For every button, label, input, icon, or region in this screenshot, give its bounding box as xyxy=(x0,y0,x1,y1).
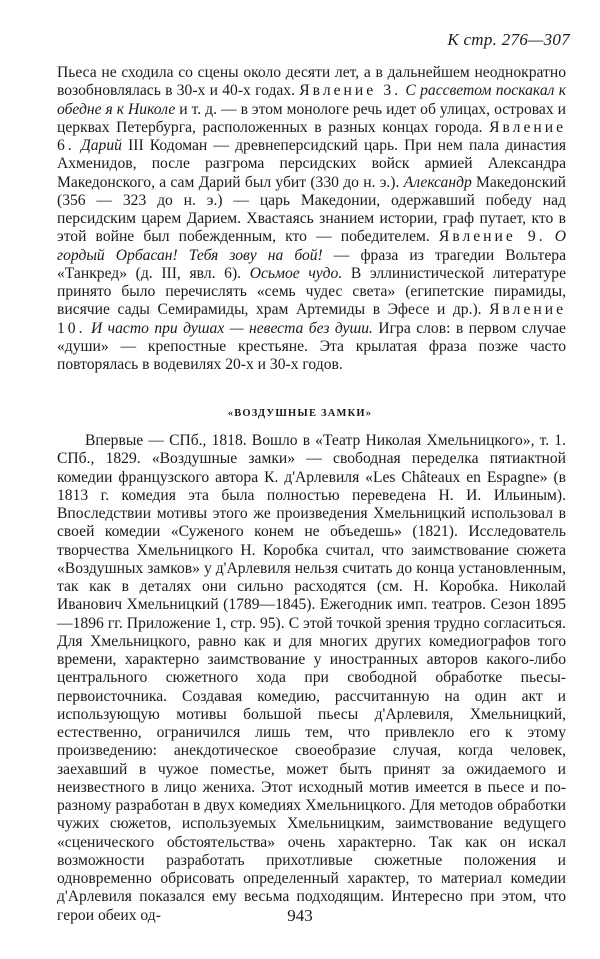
text-run xyxy=(546,228,555,245)
page-number: 943 xyxy=(287,906,313,925)
italic-term: Осьмое чудо. xyxy=(249,264,343,282)
text-run: и т. д. — в этом монологе речь идет об улицах, островах и церквах Петербурга, расположенных в разных концах города. xyxy=(57,100,566,136)
commentary-section-1 xyxy=(57,64,566,374)
running-head: К стр. 276—307 xyxy=(447,30,570,49)
italic-term: И часто при душах — невеста без души. xyxy=(90,319,373,337)
scene-marker: Явление 10. xyxy=(57,301,566,337)
text-run: Македонский (356 — 323 до н. э.) — царь Македонии, одержавший победу над персидским царем Дарием. Хвастаясь знанием истории, граф путает, кто в этой войне был побежденным, кто — победителем. xyxy=(57,173,566,246)
commentary-paragraph xyxy=(57,64,566,374)
italic-term: Дарий xyxy=(80,137,122,154)
text-run: Игра слов: в первом случае «души» — крепостные крестьяне. Эта крылатая фраза позже часто повторялась в водевилях 20-х и 30-х годов. xyxy=(57,319,566,373)
scene-marker: Явление 3. xyxy=(299,82,402,100)
scene-marker: Явление 9. xyxy=(438,228,546,246)
text-run: Пьеса не сходила со сцены около десяти лет, а в дальнейшем неоднократно возобновлялась в 30-х и 40-х годах. xyxy=(57,64,566,100)
italic-term: С рассветом поскакал к обедне я к Николе xyxy=(57,82,567,118)
text-run: Впервые — СПб., 1818. Вошло в «Театр Николая Хмельницкого», т. 1. СПб., 1829. «Воздушные замки» — свободная переделка пятиактной комедии французского автора К. д'Арлевиля «Les Châteaux en Espagne» (в 1813 г. комедия эта была полностью переведена Н. И. Ильиным). Впоследствии мотивы этого же произведения Хмельницкий использовал в своей комедии «Суженого конем не объедешь» (1821). Исследователь творчества Хмельницкого Н. Коробка считал, что заимствование сюжета «Воздушных замков» у д'Арлевиля нельзя считать до конца установленным, так как в деталях они сильно расходятся (см. Н. Коробка. Николай Иванович Хмельницкий (1789—1845). Ежегодник имп. театров. Сезон 1895—1896 гг. Приложение 1, стр. 95). С этой точкой зрения трудно согласиться. Для Хмельницкого, равно как и для многих других комедиографов того времени, характерно заимствование у иностранных авторов какого-либо центрального сюжетного хода при свободной обработке пьесы-первоисточника. Создавая комедию, рассчитанную на один акт и использующую мотивы большой пьесы д'Арлевиля, Хмельницкий, естественно, ограничился лишь тем, что привлекло его к этому произведению: анекдотическое своеобразие случая, когда человек, заехавший в чужое поместье, может быть принят за ожидаемого и неизвестного в лицо жениха. Этот исходный мотив имеется в пьесе и по-разному разработан в двух комедиях Хмельницкого. Для методов обработки чужих сюжетов, используемых Хмельницким, заимствование ведущего «сценического обстоятельства» очень характерно. Так как он искал возможности разработать прихотливые сюжетные положения и одновременно обрисовать определенный характер, то материал комедии д'Арлевиля показался ему весьма подходящим. Интересно при этом, что герои обеих од- xyxy=(57,432,566,924)
scene-marker: Явление 6. xyxy=(57,118,566,154)
italic-term: Александр xyxy=(403,173,472,191)
text-run: — фраза из трагедии Вольтера «Танкред» (д. III, явл. 6). xyxy=(57,246,566,282)
section-heading: «ВОЗДУШНЫЕ ЗАМКИ» xyxy=(227,408,373,419)
italic-term: О гордый Орбасан! Тебя зову на бой! xyxy=(57,228,566,264)
text-run: В эллинистической литературе принято было перечислять «семь чудес света» (египетские пирамиды, висячие сады Семирамиды, храм Артемиды в Эфесе и др.). xyxy=(57,264,566,319)
text-run: III Кодоман — древнеперсидский царь. При нем пала династия Ахменидов, после разгрома персидских войск армией Александра Македонского, а сам Дарий был убит (330 до н. э.). xyxy=(57,137,566,191)
commentary-paragraph xyxy=(57,432,566,925)
commentary-section-2 xyxy=(57,432,566,925)
